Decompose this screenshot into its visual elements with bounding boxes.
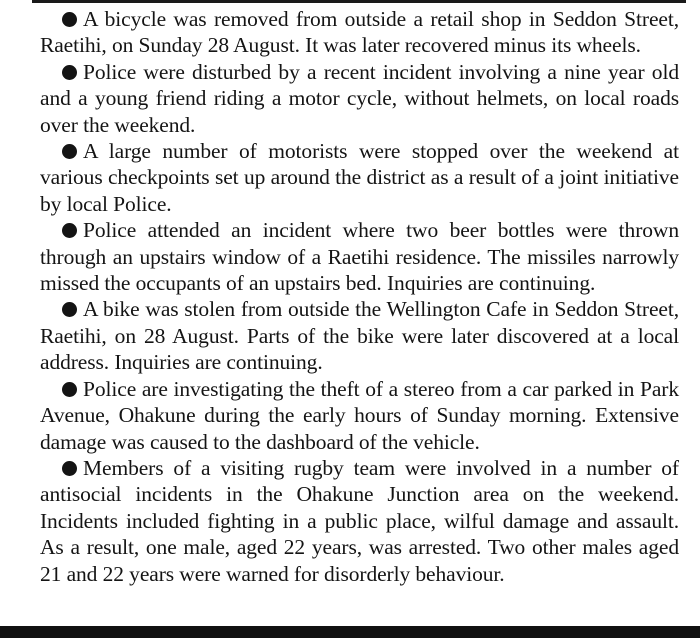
news-item-text: A bike was stolen from outside the Wellington Cafe in Seddon Street, Raetihi, on 28 August. Parts of the bike were later discovered at a local address. Inquiries are continuing. — [40, 297, 679, 375]
news-item-text: A large number of motorists were stopped over the weekend at various checkpoints set up around the district as a result of a joint initiative by local Police. — [40, 139, 679, 216]
news-item — [40, 6, 679, 59]
bullet-icon — [62, 144, 77, 159]
top-rule — [32, 0, 686, 3]
news-item-text: Police were disturbed by a recent incident involving a nine year old and a young friend riding a motor cycle, without helmets, on local roads over the weekend. — [40, 59, 679, 137]
news-item-text: Police attended an incident where two beer bottles were thrown through an upstairs window of a Raetihi residence. The missiles narrowly missed the occupants of an upstairs bed. Inquiries are continuing. — [40, 218, 679, 296]
news-item — [40, 296, 679, 375]
news-item-text: Members of a visiting rugby team were involved in a number of antisocial incidents in the Ohakune Junction area on the weekend. Incidents included fighting in a public place, wilful damage and assault. As a result, one male, aged 22 years, was arrested. Two other males aged 21 and 22 years were warned for disorderly behaviour. — [40, 455, 679, 586]
bullet-icon — [62, 302, 77, 317]
news-item-text: A bicycle was removed from outside a retail shop in Seddon Street, Raetihi, on Sunday 28 August. It was later recovered minus its wheels. — [40, 7, 679, 58]
news-item — [40, 217, 679, 296]
bottom-rule — [0, 626, 700, 638]
bullet-icon — [62, 65, 77, 80]
bullet-icon — [62, 223, 77, 238]
news-item — [40, 59, 679, 138]
bullet-icon — [62, 461, 77, 476]
news-item — [40, 376, 679, 455]
news-item — [40, 455, 679, 587]
bullet-icon — [62, 12, 77, 27]
police-notes-column — [40, 6, 679, 587]
news-item-text: Police are investigating the theft of a stereo from a car parked in Park Avenue, Ohakune during the early hours of Sunday morning. Extensive damage was caused to the dashboard of the vehicle. — [40, 376, 679, 454]
news-item — [40, 138, 679, 217]
bullet-icon — [62, 382, 77, 397]
